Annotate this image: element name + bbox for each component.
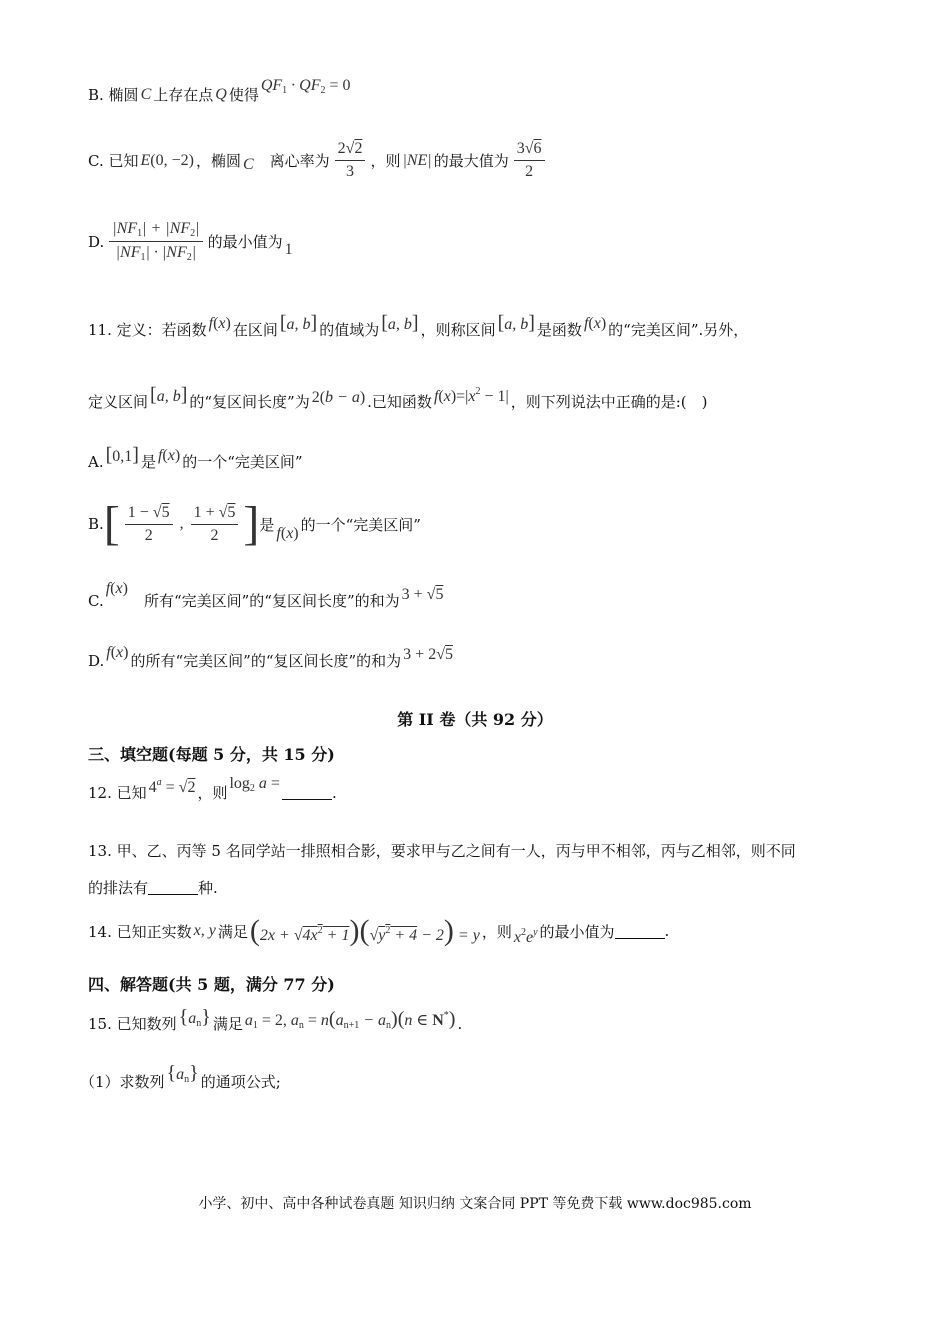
answer-blank-13[interactable] <box>148 880 198 895</box>
part-2-title: 第 II 卷（共 92 分） <box>397 710 553 729</box>
answer-blank-12[interactable] <box>282 785 332 800</box>
question-13-line2: 的排法有 种. <box>88 879 218 897</box>
math-dot-product: $QF_1 \cdot QF_2 = 0$ <box>260 77 351 96</box>
option-11b: B. [ $\frac{1 - √5}{2}$ , $\frac{1 + √5}{2}$ ] 是 f(x) 的一个“完美区间” <box>88 497 421 550</box>
option-11c: C. f(x) 所有“完美区间”的“复区间长度”的和为 3 + √5 <box>88 579 444 610</box>
math-Q: Q <box>215 85 227 103</box>
math-E-point: E(0, −2) <box>140 151 194 169</box>
math-C2: C <box>242 155 254 173</box>
question-13-line1: 13. 甲、乙、丙等 5 名同学站一排照相合影，要求甲与乙之间有一人，丙与甲不相邻，丙与乙相邻，则不同 <box>88 842 796 860</box>
question-11-line2: 定义区间 [a, b] 的“复区间长度”为 2(b − a) .已知函数 $f(x)=|x^2 - 1|$ ，则下列说法中正确的是:( ) <box>88 384 708 411</box>
option-10d: D. $\frac{|NF_1| + |NF_2|}{|NF_1| \cdot |NF_2|}$ 的最小值为 1 <box>88 220 293 263</box>
option-10b: B. 椭圆 C 上存在点 Q 使得 $QF_1 \cdot QF_2 = 0$ <box>88 77 351 104</box>
question-15-part1: （1）求数列 $\{a_n\}$ 的通项公式; <box>80 1062 281 1091</box>
section-3-heading: 三、填空题(每题 5 分，共 15 分) <box>88 745 335 764</box>
answer-blank-14[interactable] <box>615 924 665 939</box>
frac-eccentricity: $\frac{2√2}{3}$ <box>333 140 368 181</box>
frac-NF: $\frac{|NF_1| + |NF_2|}{|NF_1| \cdot |NF_2|}$ <box>107 220 204 263</box>
question-11-line1: 11. 定义：若函数 f(x) 在区间 [a, b] 的值域为 [a, b] ，则称区间 [a, b] 是函数 f(x) 的“完美区间”.另外， <box>88 312 749 339</box>
math-NE: |NE| <box>402 151 432 169</box>
question-14: 14. 已知正实数 x, y 满足 $(2x + √4x^2 + 1)(√y^2 + 4 - 2) = y$ ，则 $x^2e^y$ 的最小值为 . <box>88 914 670 947</box>
option-11a: A. [0,1] 是 f(x) 的一个“完美区间” <box>88 444 303 471</box>
frac-max: $\frac{3√6}{2}$ <box>512 140 547 181</box>
page-footer: 小学、初中、高中各种试卷真题 知识归纳 文案合同 PPT 等免费下载 www.doc985.com <box>198 1196 752 1212</box>
math-C: C <box>140 85 152 103</box>
question-12: 12. 已知 $4^a = √2$ ，则 $\log_2 a$ = . <box>88 775 337 802</box>
section-4-heading: 四、解答题(共 5 题，满分 77 分) <box>88 975 335 994</box>
option-10c: C. 已知 E(0, −2) ，椭圆 C 离心率为 $\frac{2√2}{3}$ ，则 |NE| 的最大值为 $\frac{3√6}{2}$ <box>88 140 550 181</box>
question-15: 15. 已知数列 $\{a_n\}$ 满足 $a_1 = 2$, $a_n = n(a_{n+1} - a_n)(n$ ∈ N*) . <box>88 1006 463 1033</box>
option-11d: D. f(x) 的所有“完美区间”的“复区间长度”的和为 3 + 2√5 <box>88 643 453 670</box>
